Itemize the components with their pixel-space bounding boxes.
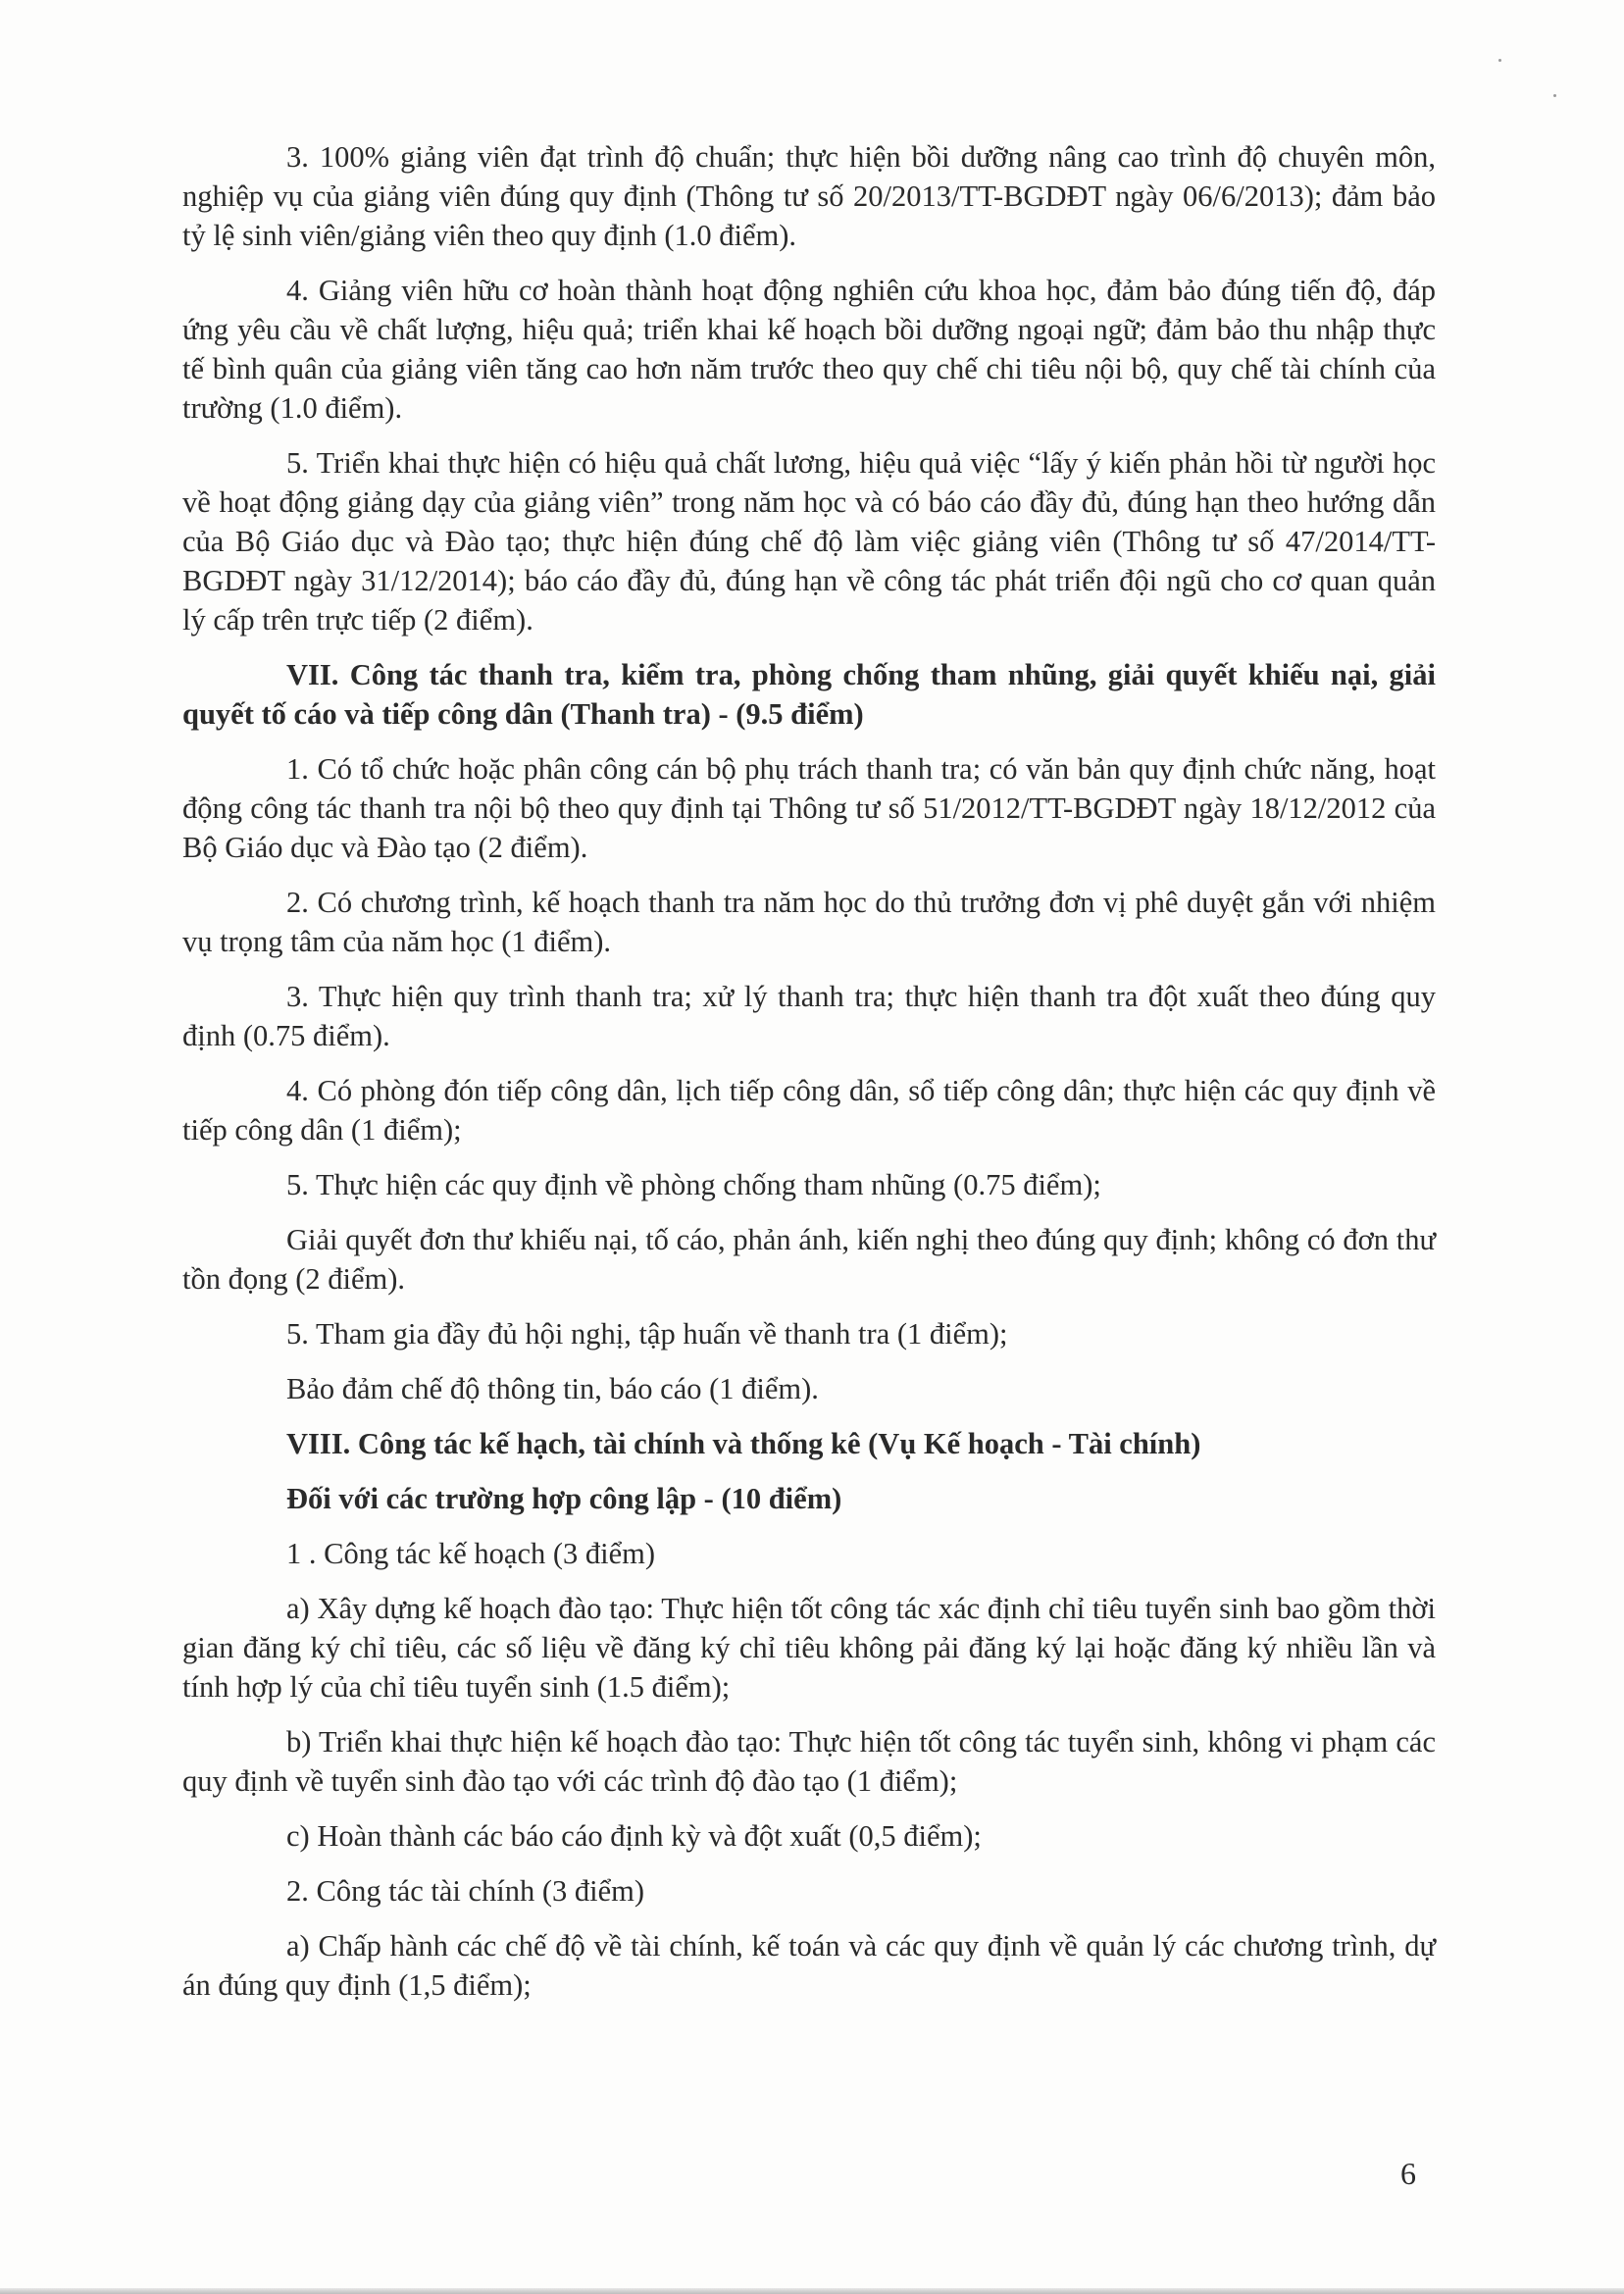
paragraph-vii-item-2: 2. Có chương trình, kế hoạch thanh tra năm học do thủ trưởng đơn vị phê duyệt gắn với nhiệm vụ trọng tâm của năm học (1 điểm). [182, 886, 1436, 958]
scan-speck [1553, 94, 1556, 97]
scan-speck [1498, 59, 1501, 62]
paragraph-item-5-student-feedback: 5. Triển khai thực hiện có hiệu quả chất lương, hiệu quả việc “lấy ý kiến phản hồi từ người học về hoạt động giảng dạy của giảng viên” trong năm học và có báo cáo đầy đủ, đúng hạn theo hướng dẫn của Bộ Giáo dục và Đào tạo; thực hiện đúng chế độ làm việc giảng viên (Thông tư số 47/2014/TT-BGDĐT ngày 31/12/2014); báo cáo đầy đủ, đúng hạn về công tác phát triển đội ngũ cho cơ quan quản lý cấp trên trực tiếp (2 điểm). [182, 446, 1436, 637]
document-body [182, 137, 1436, 2020]
paragraph-vii-reporting: Bảo đảm chế độ thông tin, báo cáo (1 điểm). [286, 1372, 819, 1405]
paragraph-vii-item-5-anticorruption: 5. Thực hiện các quy định về phòng chống tham nhũng (0.75 điểm); [286, 1168, 1101, 1201]
section-heading-viii-planning: VIII. Công tác kế hạch, tài chính và thống kê (Vụ Kế hoạch - Tài chính) [286, 1427, 1201, 1460]
scan-bottom-edge [0, 2288, 1624, 2294]
paragraph-viii-item-c-reports: c) Hoàn thành các báo cáo định kỳ và đột xuất (0,5 điểm); [286, 1819, 982, 1853]
paragraph-viii-item-a-training-plan: a) Xây dựng kế hoạch đào tạo: Thực hiện tốt công tác xác định chỉ tiêu tuyển sinh bao gồm thời gian đăng ký chỉ tiêu, các số liệu về đăng ký chỉ tiêu không pải đăng ký lại hoặc đăng ký nhiều lần và tính hợp lý của chỉ tiêu tuyển sinh (1.5 điểm); [182, 1592, 1436, 1704]
paragraph-vii-item-4: 4. Có phòng đón tiếp công dân, lịch tiếp công dân, sổ tiếp công dân; thực hiện các quy định về tiếp công dân (1 điểm); [182, 1074, 1436, 1147]
page-number: 6 [1400, 2156, 1416, 2191]
paragraph-item-4-research-lecturers: 4. Giảng viên hữu cơ hoàn thành hoạt động nghiên cứu khoa học, đảm bảo đúng tiến độ, đáp ứng yêu cầu về chất lượng, hiệu quả; triển khai kế hoạch bồi dưỡng ngoại ngữ; đảm bảo thu nhập thực tế bình quân của giảng viên tăng cao hơn năm trước theo quy chế chi tiêu nội bộ, quy chế tài chính của trường (1.0 điểm). [182, 274, 1436, 425]
paragraph-viii-item-b-implementation: b) Triển khai thực hiện kế hoạch đào tạo: Thực hiện tốt công tác tuyển sinh, không vi phạm các quy định về tuyển sinh đào tạo với các trình độ đào tạo (1 điểm); [182, 1725, 1436, 1798]
subheading-public-schools: Đối với các trường hợp công lập - (10 điểm) [286, 1482, 842, 1515]
paragraph-vii-item-3: 3. Thực hiện quy trình thanh tra; xử lý thanh tra; thực hiện thanh tra đột xuất theo đúng quy định (0.75 điểm). [182, 980, 1436, 1052]
section-heading-vii-inspection: VII. Công tác thanh tra, kiểm tra, phòng chống tham nhũng, giải quyết khiếu nại, giải quyết tố cáo và tiếp công dân (Thanh tra) - (9.5 điểm) [182, 658, 1436, 731]
paragraph-viii-item-a-finance-compliance: a) Chấp hành các chế độ về tài chính, kế toán và các quy định về quản lý các chương trình, dự án đúng quy định (1,5 điểm); [182, 1929, 1436, 2002]
paragraph-vii-item-5-training: 5. Tham gia đầy đủ hội nghị, tập huấn về thanh tra (1 điểm); [286, 1317, 1008, 1351]
paragraph-vii-item-1: 1. Có tổ chức hoặc phân công cán bộ phụ trách thanh tra; có văn bản quy định chức năng, hoạt động công tác thanh tra nội bộ theo quy định tại Thông tư số 51/2012/TT-BGDĐT ngày 18/12/2012 của Bộ Giáo dục và Đào tạo (2 điểm). [182, 752, 1436, 864]
paragraph-item-3-qualified-lecturers: 3. 100% giảng viên đạt trình độ chuẩn; thực hiện bồi dưỡng nâng cao trình độ chuyên môn, nghiệp vụ của giảng viên đúng quy định (Thông tư số 20/2013/TT-BGDĐT ngày 06/6/2013); đảm bảo tỷ lệ sinh viên/giảng viên theo quy định (1.0 điểm). [182, 140, 1436, 252]
paragraph-viii-planning-work: 1 . Công tác kế hoạch (3 điểm) [286, 1537, 656, 1570]
paragraph-vii-complaints: Giải quyết đơn thư khiếu nại, tố cáo, phản ánh, kiến nghị theo đúng quy định; không có đơn thư tồn đọng (2 điểm). [182, 1223, 1436, 1296]
paragraph-viii-finance-work: 2. Công tác tài chính (3 điểm) [286, 1874, 645, 1908]
